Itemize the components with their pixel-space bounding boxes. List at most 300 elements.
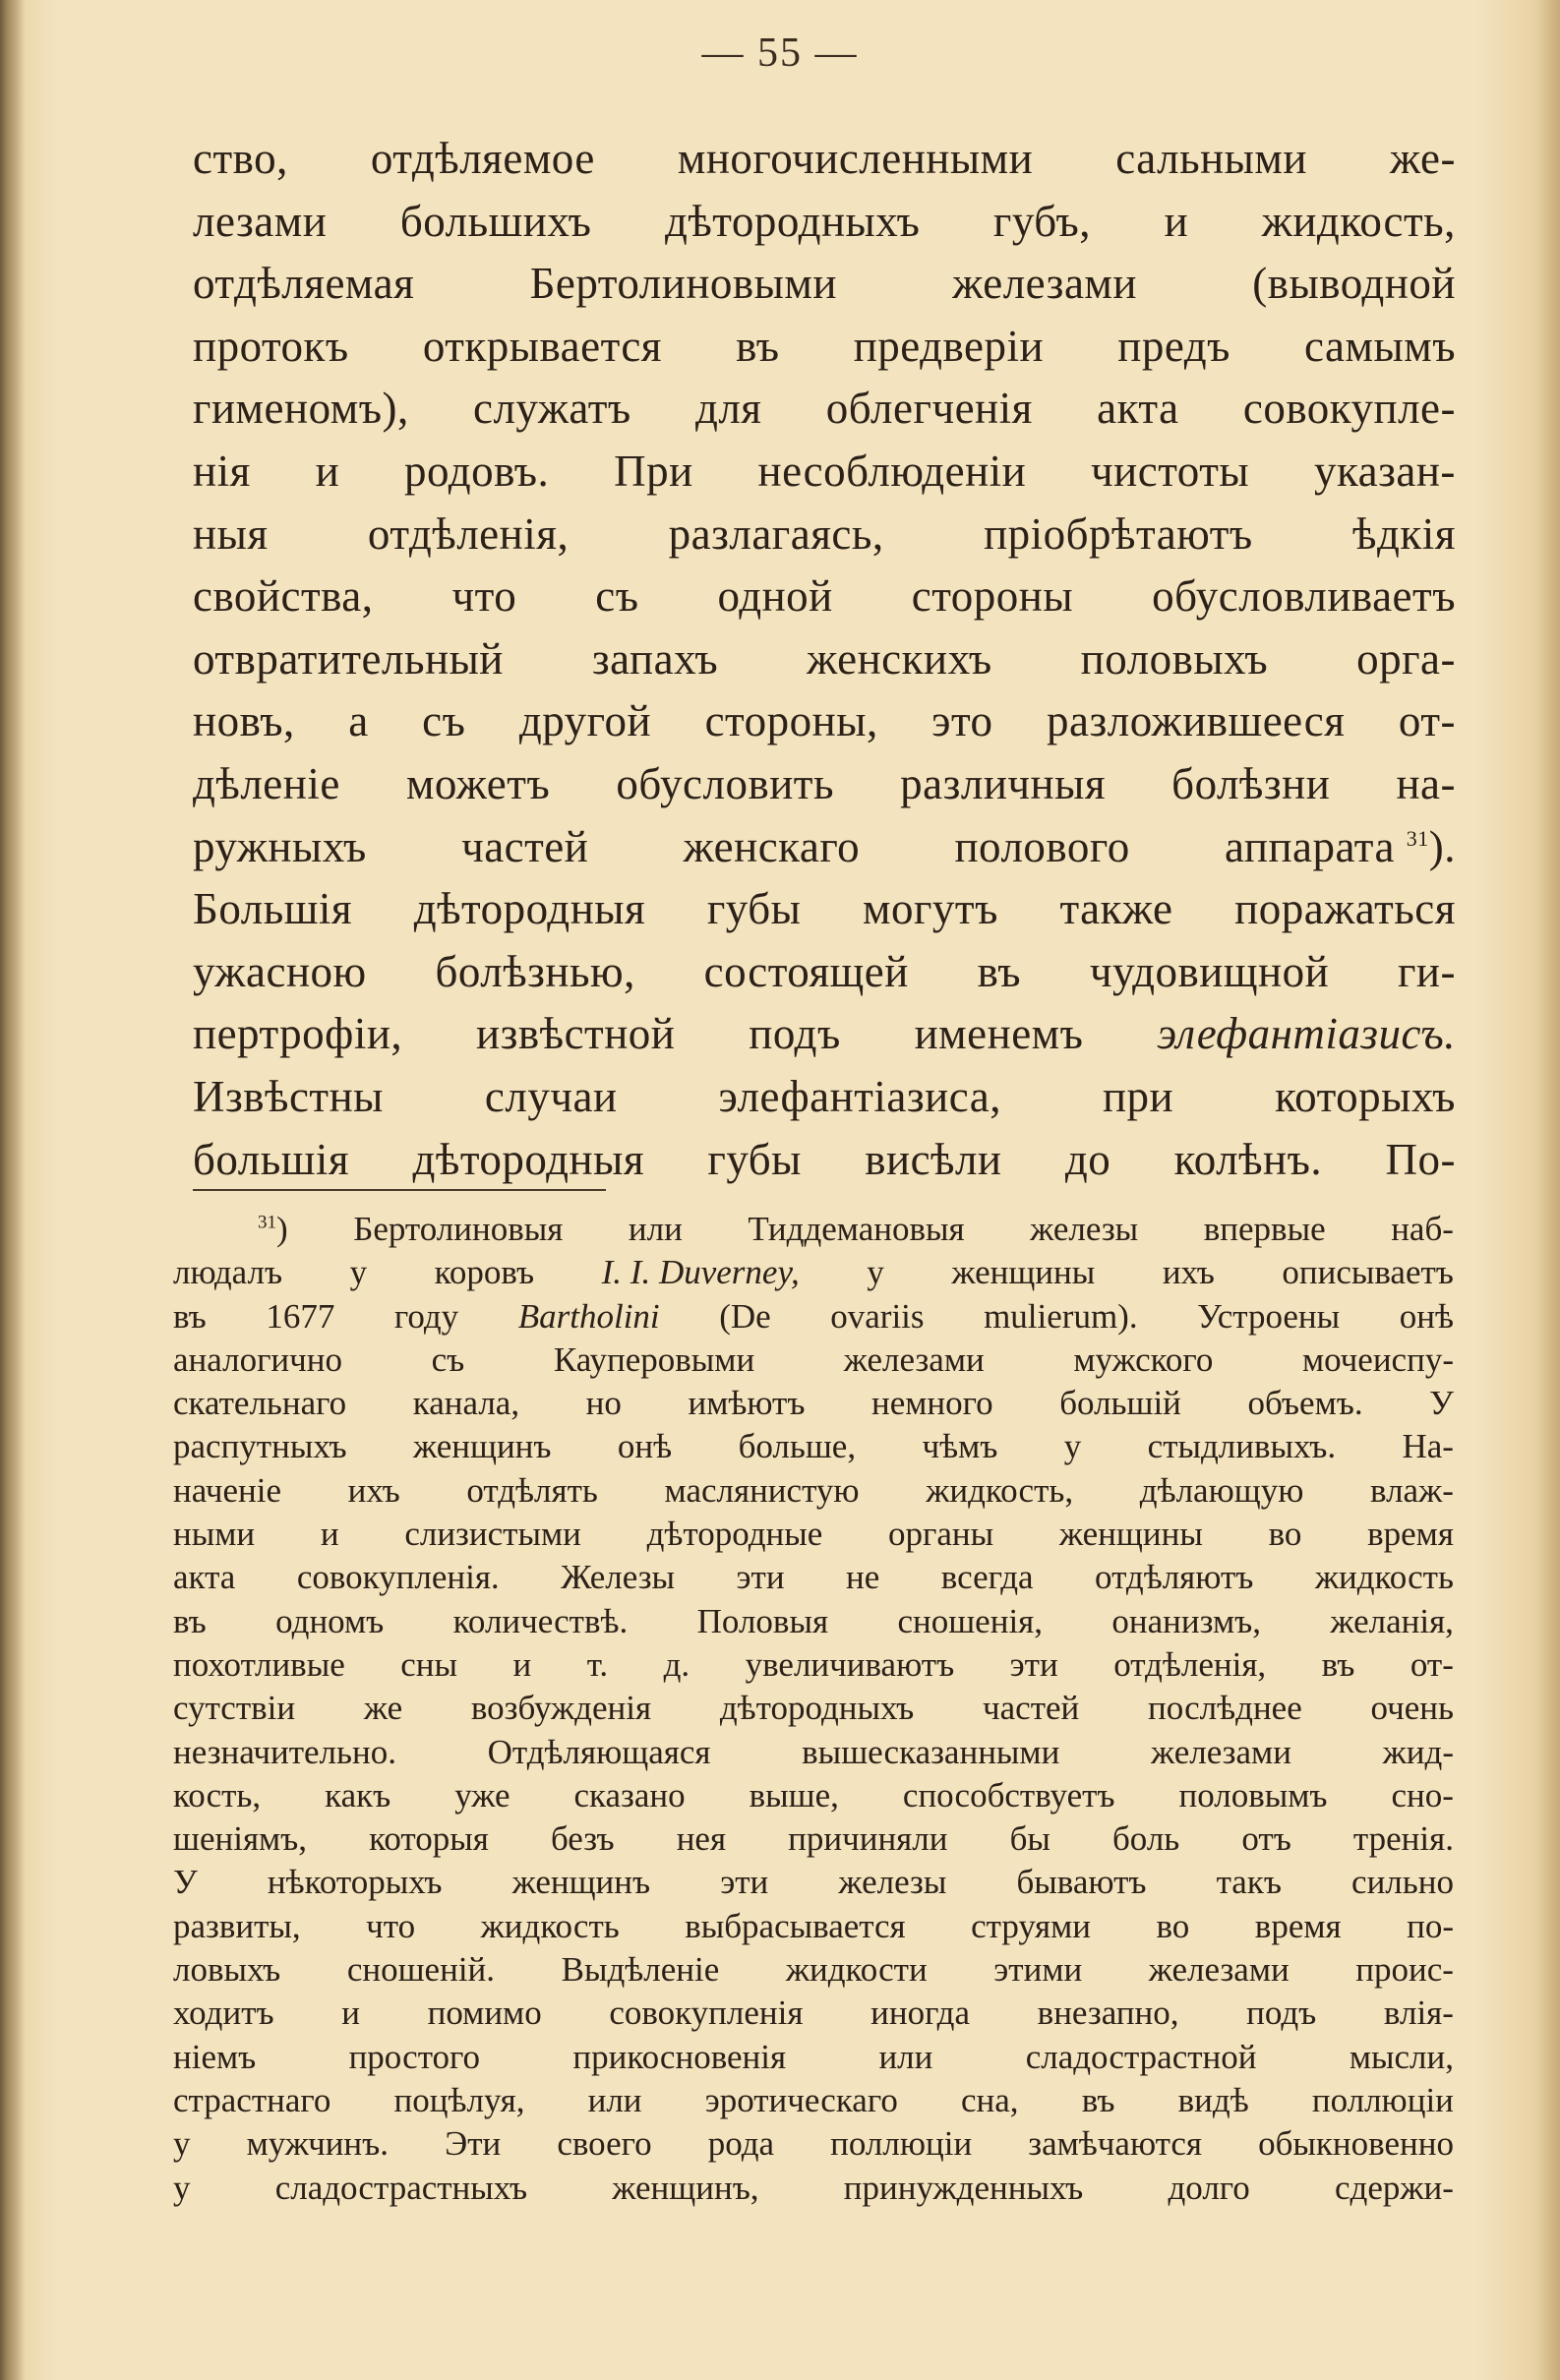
word: же- bbox=[1390, 134, 1456, 183]
word: но bbox=[585, 1384, 622, 1423]
word: элефантіазиса, bbox=[718, 1071, 1001, 1121]
word: немного bbox=[871, 1384, 993, 1423]
text-line bbox=[193, 878, 1456, 941]
word: состоящей bbox=[703, 946, 909, 996]
word: случаи bbox=[484, 1071, 618, 1121]
word: При bbox=[614, 446, 693, 496]
word: уже bbox=[454, 1775, 510, 1815]
word: во bbox=[1268, 1515, 1302, 1554]
word: у bbox=[173, 2168, 191, 2207]
word: и bbox=[315, 446, 340, 496]
word: что bbox=[451, 571, 517, 622]
word: году bbox=[393, 1296, 459, 1336]
word: бы bbox=[1009, 1819, 1050, 1859]
word: количествѣ. bbox=[452, 1601, 629, 1640]
word: поллюціи bbox=[1311, 2080, 1454, 2119]
word: такъ bbox=[1216, 1863, 1282, 1902]
word: принужденныхъ bbox=[843, 2168, 1084, 2207]
footnote-marker: $^{31}$) bbox=[258, 1210, 288, 1248]
text-line bbox=[193, 378, 1456, 441]
word: органы bbox=[888, 1515, 994, 1554]
text-line bbox=[193, 504, 1456, 566]
text-line bbox=[193, 1003, 1456, 1066]
word: акта bbox=[1097, 384, 1179, 434]
word: этими bbox=[993, 1950, 1083, 1990]
word: во bbox=[1156, 1906, 1190, 1945]
text-line bbox=[193, 316, 1456, 379]
spine-shadow bbox=[0, 0, 26, 2380]
word: влія- bbox=[1383, 1993, 1454, 2033]
word: дѣлающую bbox=[1139, 1470, 1304, 1510]
word: съ bbox=[431, 1339, 465, 1379]
word: съ bbox=[422, 696, 466, 746]
word: у bbox=[173, 2124, 191, 2164]
word: страстнаго bbox=[173, 2080, 331, 2119]
word: разложившееся bbox=[1047, 696, 1346, 746]
word: поражаться bbox=[1234, 884, 1456, 934]
word: служатъ bbox=[472, 384, 631, 434]
footnote-line bbox=[173, 1992, 1454, 2035]
word: на- bbox=[1396, 758, 1456, 808]
word: обыкновенно bbox=[1258, 2124, 1454, 2164]
word: стороны bbox=[911, 571, 1074, 622]
page-number: — 55 — bbox=[701, 30, 859, 76]
word: аналогично bbox=[173, 1339, 342, 1379]
word: подъ bbox=[749, 1009, 841, 1059]
word: колѣнъ. bbox=[1173, 1134, 1323, 1184]
word: имѣютъ bbox=[688, 1384, 806, 1423]
word: совокупленія bbox=[609, 1993, 804, 2033]
word: губы bbox=[706, 884, 802, 934]
word: висѣли bbox=[865, 1134, 1002, 1184]
word: поцѣлуя, bbox=[393, 2080, 525, 2119]
author-name: I. I. Duverney, bbox=[601, 1253, 800, 1292]
word: выбрасывается bbox=[685, 1906, 906, 1945]
footnote-line bbox=[173, 1251, 1454, 1294]
word: эти bbox=[736, 1558, 785, 1597]
word: от- bbox=[1410, 1644, 1454, 1684]
footnote-body bbox=[173, 1339, 1454, 2210]
word: другой bbox=[518, 696, 652, 746]
word: простого bbox=[348, 2037, 481, 2076]
word: свойства, bbox=[193, 571, 374, 622]
footnote-line bbox=[173, 1861, 1454, 1904]
word: въ bbox=[173, 1296, 207, 1336]
word: маслянистую bbox=[664, 1470, 860, 1510]
text-line bbox=[193, 253, 1456, 316]
word: подъ bbox=[1246, 1993, 1317, 2033]
word: mulierum). bbox=[984, 1296, 1138, 1336]
word: эротическаго bbox=[704, 2080, 898, 2119]
footnote-line bbox=[173, 1731, 1454, 1774]
word: болѣзнью, bbox=[435, 946, 635, 996]
word: большихъ bbox=[399, 196, 592, 246]
word: нѣкоторыхъ bbox=[267, 1863, 443, 1902]
word: самымъ bbox=[1304, 321, 1456, 371]
word: женщинъ bbox=[511, 1863, 651, 1902]
word: наченіе bbox=[173, 1470, 281, 1510]
word: влаж- bbox=[1370, 1470, 1454, 1510]
word: распутныхъ bbox=[173, 1427, 347, 1466]
text-line bbox=[193, 690, 1456, 753]
text-line bbox=[193, 628, 1456, 691]
word: губы bbox=[707, 1134, 802, 1184]
word: стыдливыхъ. bbox=[1147, 1427, 1337, 1466]
word: которыя bbox=[369, 1819, 489, 1859]
word: тренія. bbox=[1352, 1819, 1454, 1859]
word: дѣтородныхъ bbox=[719, 1689, 915, 1728]
word: Половыя bbox=[696, 1601, 829, 1640]
footnote-line bbox=[173, 1817, 1454, 1861]
word: нея bbox=[676, 1819, 727, 1859]
word: железы bbox=[1030, 1210, 1139, 1248]
word: эти bbox=[720, 1863, 769, 1902]
word: сказано bbox=[573, 1775, 686, 1815]
word: Извѣстны bbox=[193, 1071, 384, 1121]
word: скательнаго bbox=[173, 1384, 347, 1423]
word: лезами bbox=[193, 196, 328, 246]
word: для bbox=[694, 384, 762, 434]
word: можетъ bbox=[405, 758, 551, 808]
word: железами bbox=[843, 1339, 985, 1379]
word: железами bbox=[1148, 1950, 1290, 1990]
word: ужасною bbox=[193, 946, 367, 996]
word: жид- bbox=[1382, 1732, 1454, 1771]
text-line bbox=[193, 128, 1456, 191]
word: железами bbox=[1151, 1732, 1291, 1771]
word: у bbox=[1063, 1427, 1082, 1466]
word: многочисленными bbox=[677, 134, 1034, 183]
word: что bbox=[366, 1906, 416, 1945]
word: женщинъ, bbox=[612, 2168, 759, 2207]
word: железы bbox=[838, 1863, 947, 1902]
footnote-line bbox=[173, 1295, 1454, 1339]
word: половыхъ bbox=[1080, 633, 1269, 684]
word: Железы bbox=[561, 1558, 676, 1597]
word: ходитъ bbox=[173, 1993, 274, 2033]
word: боль bbox=[1112, 1819, 1180, 1859]
word: стороны, bbox=[704, 696, 878, 746]
word: половымъ bbox=[1178, 1775, 1328, 1815]
footnote-line bbox=[173, 1643, 1454, 1687]
word: нія bbox=[193, 446, 251, 496]
word: своего bbox=[557, 2124, 652, 2164]
word: причиняли bbox=[788, 1819, 948, 1859]
footnote-ref[interactable]: 31 bbox=[1406, 825, 1429, 851]
word: струями bbox=[971, 1906, 1092, 1945]
word: желанія, bbox=[1330, 1601, 1454, 1640]
word: (выводной bbox=[1252, 259, 1456, 309]
word: большія bbox=[193, 1134, 350, 1184]
word: это bbox=[931, 696, 993, 746]
word: и bbox=[341, 1993, 360, 2033]
word: всегда bbox=[940, 1558, 1034, 1597]
word: прикосновенія bbox=[572, 2037, 787, 2076]
word: бываютъ bbox=[1016, 1863, 1147, 1902]
word: жидкость bbox=[1314, 1558, 1454, 1597]
word: обусловить bbox=[616, 758, 834, 808]
word: эти bbox=[1009, 1644, 1058, 1684]
word: именемъ bbox=[914, 1009, 1084, 1059]
word: Тиддемановыя bbox=[748, 1210, 965, 1248]
word: Выдѣленіе bbox=[561, 1950, 720, 1990]
word: новъ, bbox=[193, 696, 295, 746]
word: также bbox=[1059, 884, 1173, 934]
word: женскаго bbox=[683, 821, 861, 871]
word: женскихъ bbox=[807, 633, 992, 684]
text-line bbox=[193, 941, 1456, 1004]
word: жидкость bbox=[480, 1906, 620, 1945]
word: и bbox=[320, 1515, 339, 1554]
word: и bbox=[1164, 196, 1189, 246]
word: орга- bbox=[1356, 633, 1456, 684]
footnote-line bbox=[173, 1469, 1454, 1513]
word: чѣмъ bbox=[922, 1427, 998, 1466]
italic-term: элефантіазисъ. bbox=[1157, 1009, 1456, 1059]
word: железами bbox=[952, 259, 1137, 309]
footnote-line bbox=[173, 2122, 1454, 2166]
word: отдѣляемое bbox=[370, 134, 595, 183]
word: д. bbox=[663, 1644, 690, 1684]
word: чистоты bbox=[1091, 446, 1250, 496]
word: дѣленіе bbox=[193, 758, 340, 808]
word: очень bbox=[1370, 1689, 1454, 1728]
word: сладострастныхъ bbox=[274, 2168, 528, 2207]
word: видѣ bbox=[1177, 2080, 1249, 2119]
word: женщины bbox=[1058, 1515, 1203, 1554]
word: отъ bbox=[1241, 1819, 1291, 1859]
word: послѣднее bbox=[1148, 1689, 1302, 1728]
word: Эти bbox=[445, 2124, 502, 2164]
word: описываетъ bbox=[1282, 1253, 1454, 1292]
word: ство, bbox=[193, 134, 288, 183]
word: незначительно. bbox=[173, 1732, 396, 1771]
word: ѣдкія bbox=[1352, 508, 1456, 559]
word: способствуетъ bbox=[902, 1775, 1115, 1815]
text-line bbox=[193, 1066, 1456, 1129]
word: рода bbox=[707, 2124, 775, 2164]
word: или bbox=[587, 2080, 642, 2119]
word: въ bbox=[1081, 2080, 1115, 2119]
word: т. bbox=[586, 1644, 609, 1684]
text-line bbox=[193, 191, 1456, 254]
word: губъ, bbox=[992, 196, 1092, 246]
word: сно- bbox=[1391, 1775, 1454, 1815]
footnote-divider bbox=[193, 1189, 606, 1191]
word: мысли, bbox=[1349, 2037, 1454, 2076]
word: На- bbox=[1402, 1427, 1454, 1466]
footnote-line bbox=[173, 1339, 1454, 1382]
word: не bbox=[846, 1558, 880, 1597]
word: отдѣлять bbox=[466, 1470, 598, 1510]
word: одномъ bbox=[275, 1601, 385, 1640]
word: мужчинъ. bbox=[246, 2124, 390, 2164]
word: Большія bbox=[193, 884, 353, 934]
word: совокупленія. bbox=[296, 1558, 500, 1597]
word: родовъ. bbox=[404, 446, 550, 496]
word: по- bbox=[1407, 1906, 1454, 1945]
word: объемъ. bbox=[1247, 1384, 1363, 1423]
word: У bbox=[1429, 1384, 1454, 1423]
word: аппарата $^{31}$). bbox=[1224, 821, 1456, 871]
word: ніемъ bbox=[173, 2037, 257, 2076]
word: же bbox=[363, 1689, 403, 1728]
word: онанизмъ, bbox=[1111, 1601, 1261, 1640]
word: или bbox=[628, 1210, 683, 1248]
footnote-line bbox=[173, 1382, 1454, 1425]
word: вышесказанными bbox=[802, 1732, 1060, 1771]
word: дѣтородныя bbox=[413, 884, 646, 934]
word: въ bbox=[1321, 1644, 1355, 1684]
word: большій bbox=[1059, 1384, 1181, 1423]
word: ружныхъ bbox=[193, 821, 367, 871]
footnote-line bbox=[173, 1687, 1454, 1730]
word: женщинъ bbox=[413, 1427, 552, 1466]
word: сны bbox=[400, 1644, 458, 1684]
word: ныя bbox=[193, 508, 269, 559]
word: По- bbox=[1385, 1134, 1456, 1184]
word: у bbox=[867, 1253, 884, 1292]
word: жидкость, bbox=[926, 1470, 1074, 1510]
footnote-line bbox=[173, 1948, 1454, 1992]
word: сладострастной bbox=[1025, 2037, 1257, 2076]
word: запахъ bbox=[591, 633, 719, 684]
word: шеніямъ, bbox=[173, 1819, 308, 1859]
word: помимо bbox=[427, 1993, 542, 2033]
word: ловыхъ bbox=[173, 1950, 281, 1990]
word: которыхъ bbox=[1275, 1071, 1456, 1121]
word: Кауперовыми bbox=[553, 1339, 755, 1379]
word: сильно bbox=[1351, 1863, 1454, 1902]
word: сношенія, bbox=[897, 1601, 1044, 1640]
word: полового bbox=[954, 821, 1130, 871]
word: сутствіи bbox=[173, 1689, 296, 1728]
word: онѣ bbox=[617, 1427, 673, 1466]
footnote bbox=[173, 1208, 1454, 2210]
word: одной bbox=[717, 571, 833, 622]
word: ихъ bbox=[347, 1470, 400, 1510]
word: жидкость, bbox=[1261, 196, 1456, 246]
word: частей bbox=[461, 821, 589, 871]
word: облегченія bbox=[825, 384, 1033, 434]
word: от- bbox=[1398, 696, 1456, 746]
footnote-line bbox=[173, 1556, 1454, 1599]
word: несоблюденіи bbox=[757, 446, 1027, 496]
footnote-line bbox=[173, 1774, 1454, 1817]
word: мужского bbox=[1073, 1339, 1214, 1379]
word: Отдѣляющаяся bbox=[487, 1732, 711, 1771]
word: болѣзни bbox=[1171, 758, 1331, 808]
footnote-line bbox=[173, 1208, 1454, 1251]
word: сальными bbox=[1115, 134, 1307, 183]
word: совокупле- bbox=[1242, 384, 1456, 434]
word: разлагаясь, bbox=[668, 508, 884, 559]
word: ги- bbox=[1397, 946, 1456, 996]
word: отдѣленія, bbox=[367, 508, 570, 559]
text-line bbox=[193, 816, 1456, 879]
footnote-line bbox=[173, 1513, 1454, 1556]
word: больше, bbox=[738, 1427, 857, 1466]
word: ными bbox=[173, 1515, 256, 1554]
word: похотливые bbox=[173, 1644, 345, 1684]
word: время bbox=[1254, 1906, 1342, 1945]
word: У bbox=[173, 1863, 198, 1902]
word: а bbox=[348, 696, 369, 746]
word: отвратительный bbox=[193, 633, 504, 684]
footnote-line bbox=[173, 2036, 1454, 2079]
word: чудовищной bbox=[1089, 946, 1330, 996]
word: въ bbox=[736, 321, 780, 371]
word: жидкости bbox=[785, 1950, 928, 1990]
footnote-line bbox=[173, 2167, 1454, 2210]
footnote-line bbox=[173, 1425, 1454, 1468]
word: мочеиспу- bbox=[1301, 1339, 1454, 1379]
word: какъ bbox=[325, 1775, 391, 1815]
word: сна, bbox=[960, 2080, 1019, 2119]
word: у bbox=[349, 1253, 368, 1292]
word: или bbox=[878, 2037, 933, 2076]
word: ovariis bbox=[830, 1296, 925, 1336]
word: обусловливаетъ bbox=[1152, 571, 1456, 622]
word: и bbox=[512, 1644, 532, 1684]
word: отдѣленія, bbox=[1113, 1644, 1267, 1684]
word: отдѣляемая bbox=[193, 259, 415, 309]
word: впервые bbox=[1203, 1210, 1326, 1248]
word: сдержи- bbox=[1335, 2168, 1454, 2207]
word: (De bbox=[719, 1296, 771, 1336]
word: время bbox=[1367, 1515, 1454, 1554]
word: Бертолиновыя bbox=[353, 1210, 564, 1248]
word: 1677 bbox=[266, 1296, 335, 1336]
word: онѣ bbox=[1399, 1296, 1454, 1336]
word: дѣтородныя bbox=[412, 1134, 645, 1184]
word: Бертолиновыми bbox=[529, 259, 837, 309]
word: женщины bbox=[951, 1253, 1096, 1292]
word: предверіи bbox=[853, 321, 1045, 371]
text-line bbox=[193, 441, 1456, 504]
word: въ bbox=[977, 946, 1022, 996]
author-name: Bartholini bbox=[517, 1296, 660, 1336]
footnote-line bbox=[173, 1600, 1454, 1643]
word: протокъ bbox=[193, 321, 349, 371]
word: дѣтородныхъ bbox=[664, 196, 921, 246]
word: возбужденія bbox=[470, 1689, 652, 1728]
word: замѣчаются bbox=[1028, 2124, 1202, 2164]
word: поллюціи bbox=[830, 2124, 973, 2164]
word: извѣстной bbox=[476, 1009, 676, 1059]
word: гименомъ), bbox=[193, 384, 409, 434]
word: отдѣляютъ bbox=[1095, 1558, 1254, 1597]
word: кость, bbox=[173, 1775, 262, 1815]
word: иногда bbox=[870, 1993, 971, 2033]
word: долго bbox=[1168, 2168, 1250, 2207]
word: людалъ bbox=[173, 1253, 283, 1292]
word: безъ bbox=[550, 1819, 615, 1859]
word: предъ bbox=[1117, 321, 1230, 371]
word: пріобрѣтаютъ bbox=[984, 508, 1253, 559]
word: съ bbox=[595, 571, 639, 622]
footnote-line bbox=[173, 2079, 1454, 2122]
word: коровъ bbox=[434, 1253, 535, 1292]
word: пертрофіи, bbox=[193, 1009, 403, 1059]
word: открывается bbox=[422, 321, 662, 371]
word: внезапно, bbox=[1037, 1993, 1179, 2033]
word: частей bbox=[983, 1689, 1080, 1728]
word: Устроены bbox=[1197, 1296, 1341, 1336]
word: указан- bbox=[1313, 446, 1456, 496]
word: при bbox=[1102, 1071, 1174, 1121]
main-text bbox=[193, 128, 1456, 1191]
